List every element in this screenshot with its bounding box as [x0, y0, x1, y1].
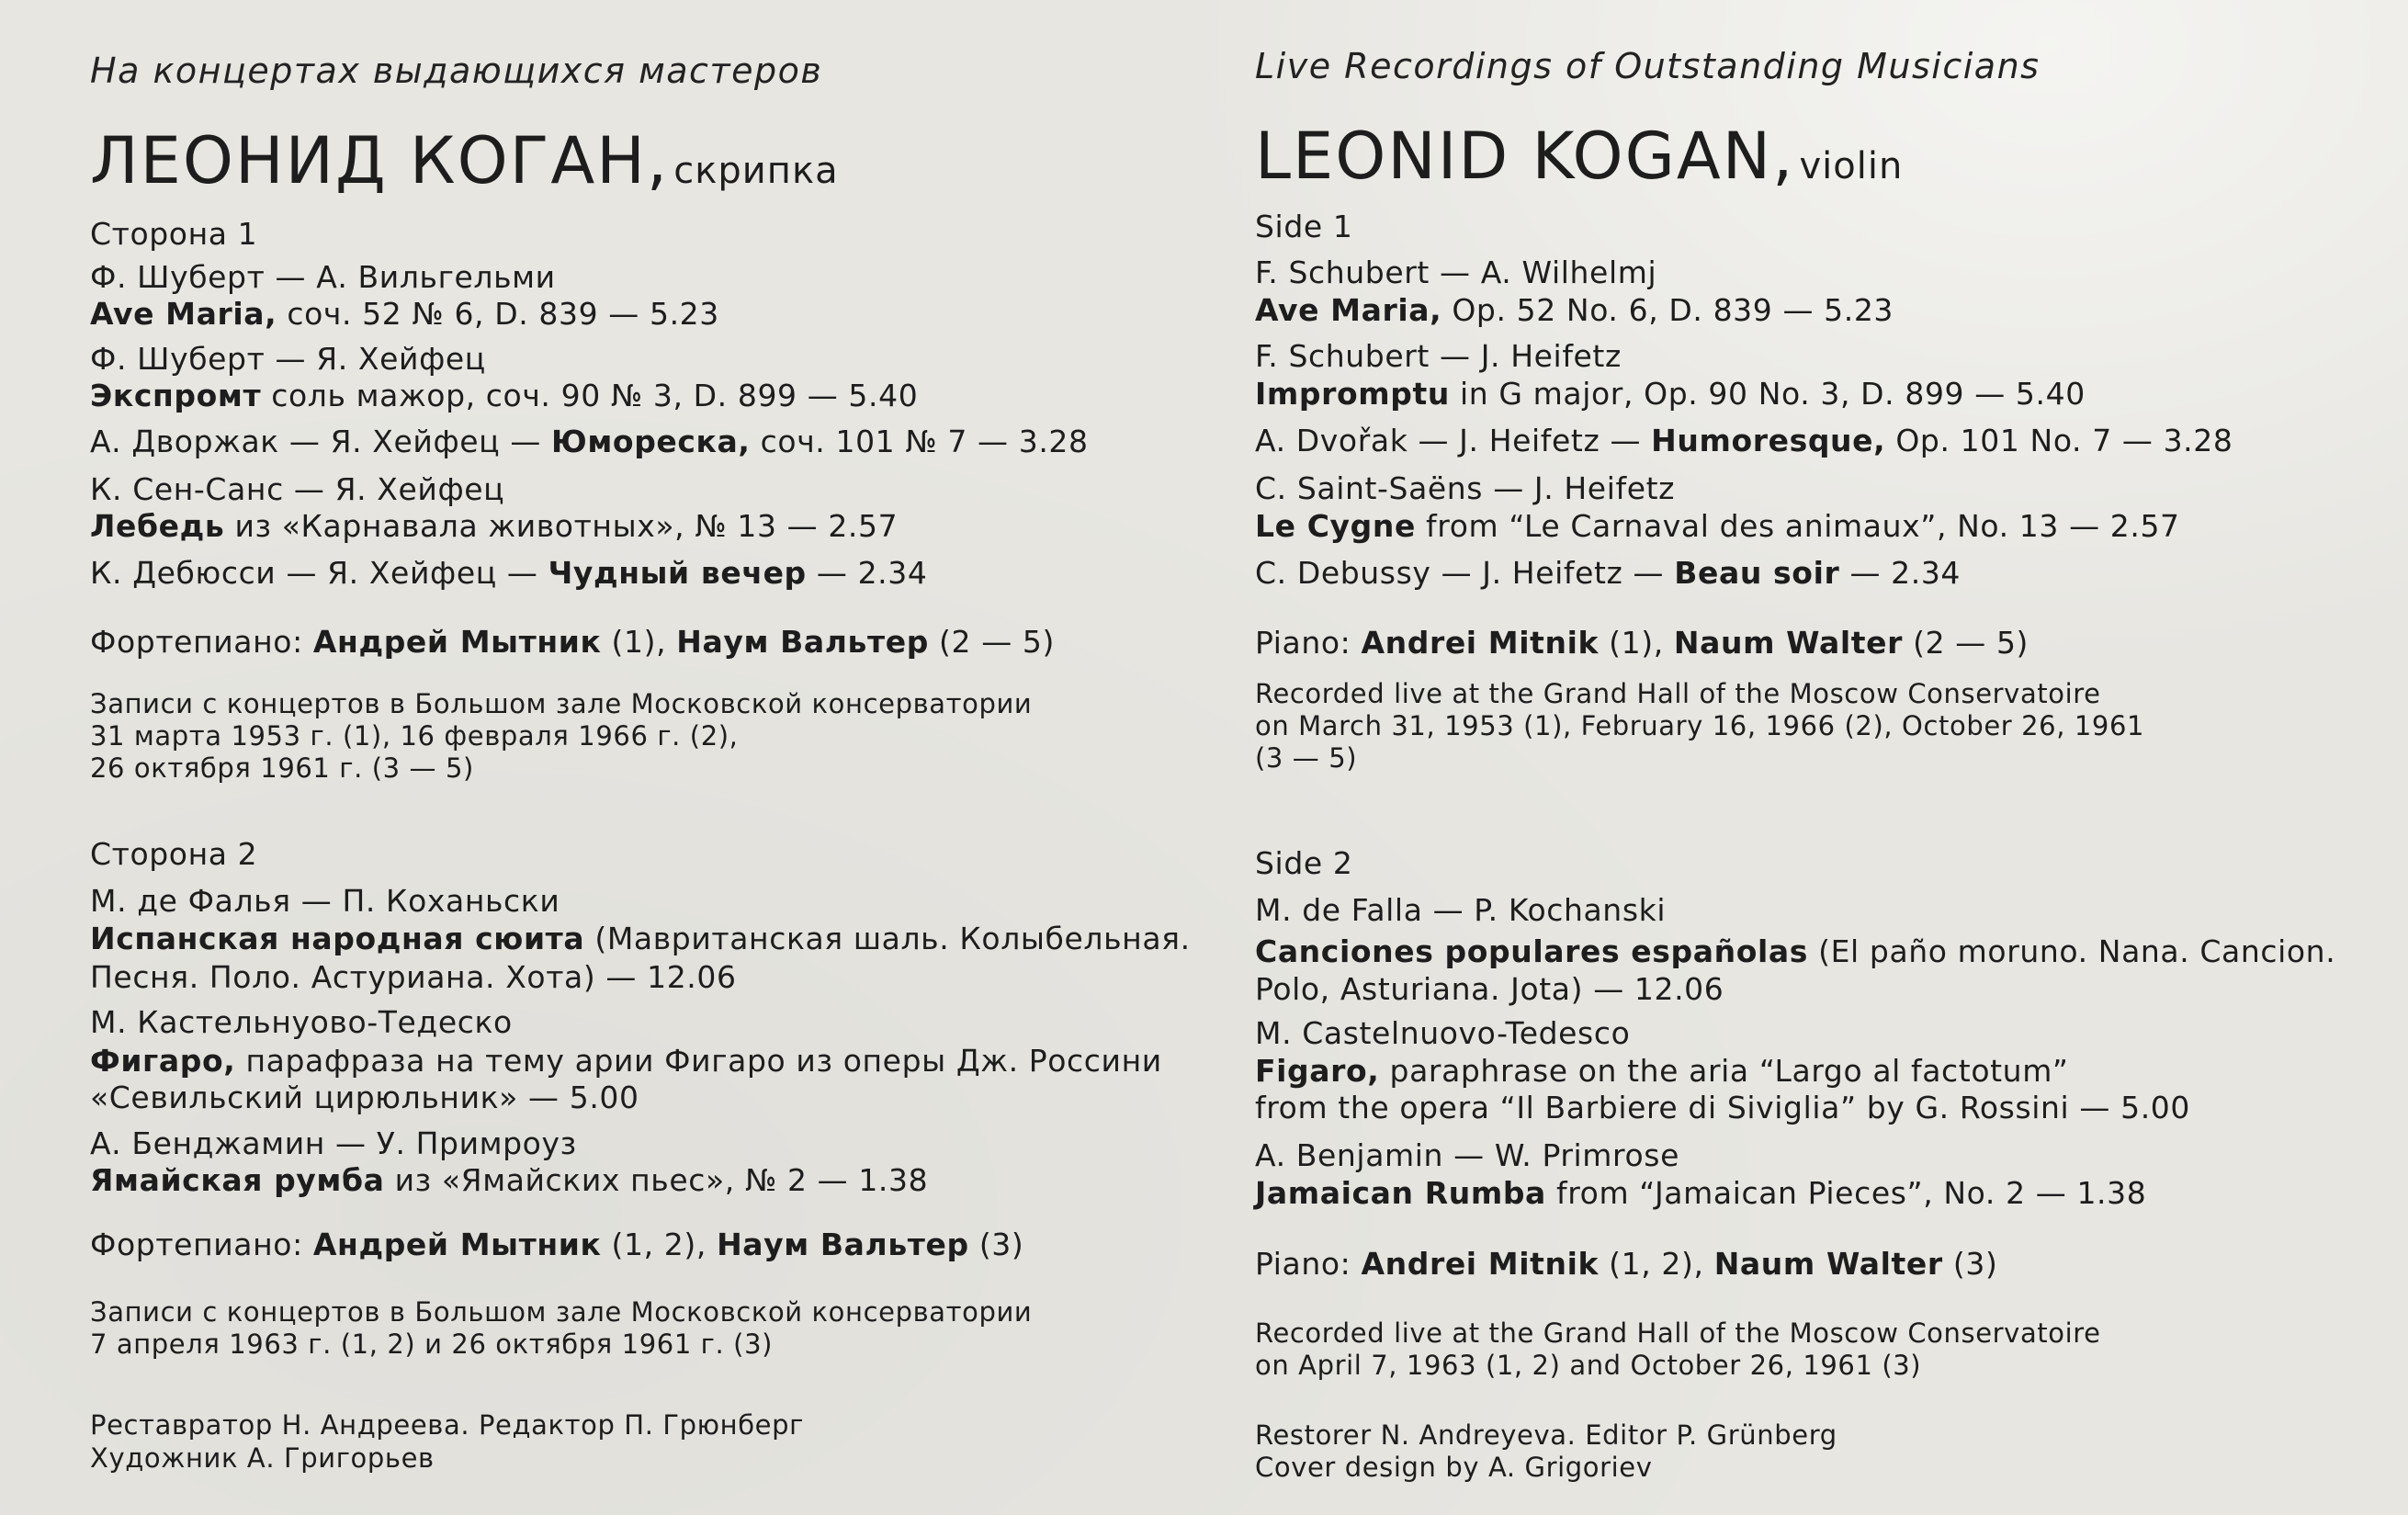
track5-composer: К. Дебюсси — Я. Хейфец — [90, 555, 538, 591]
s2-track2-title: Figaro, [1255, 1053, 1380, 1089]
track4-info: from “Le Carnaval des animaux”, No. 13 — 2.57 [1426, 508, 2180, 544]
s2-track3-title: Jamaican Rumba [1255, 1175, 1546, 1211]
s2-track1-title: Canciones populares españolas [1255, 933, 1809, 969]
track4-title: Лебедь [90, 508, 225, 544]
pianist-2-note: (3) [978, 1227, 1024, 1262]
track2-composer: F. Schubert — J. Heifetz [1255, 338, 1622, 374]
piano-label: Piano: [1255, 1246, 1351, 1282]
s2-track2-composer: M. Castelnuovo-Tedesco [1255, 1015, 1631, 1051]
track3-info: Op. 101 No. 7 — 3.28 [1895, 423, 2233, 458]
track3-composer: A. Dvořak — J. Heifetz — [1255, 423, 1642, 458]
side2-piano [1255, 1246, 1998, 1282]
pianist-2: Наум Вальтер [676, 624, 929, 660]
track2-line [90, 380, 918, 411]
side1-piano [1255, 625, 2029, 661]
artist-heading [90, 123, 839, 198]
pianist-1: Andrei Mitnik [1361, 1246, 1600, 1282]
pianist-1-note: (1), [611, 624, 667, 660]
track1-composer: Ф. Шуберт — А. Вильгельми [90, 259, 556, 295]
s2-track1-line [1255, 933, 2336, 969]
s2-track1-info2: Песня. Поло. Астуриана. Хота) — 12.06 [90, 959, 737, 995]
track1-line [1255, 292, 1894, 328]
side2-title: Сторона 2 [90, 836, 258, 872]
piano-label: Фортепиано: [90, 1227, 303, 1262]
side1-title: Side 1 [1255, 209, 1353, 244]
pianist-1: Андрей Мытник [312, 624, 602, 660]
s2-track3-title: Ямайская румба [90, 1162, 385, 1198]
track4-line [1255, 508, 2180, 544]
track5-line [1255, 555, 1961, 591]
pianist-2: Наум Вальтер [717, 1227, 969, 1262]
artist-instrument: violin [1799, 145, 1904, 187]
pianist-1-note: (1), [1609, 625, 1664, 661]
track1-line [90, 296, 719, 332]
s2-track1-line [90, 923, 1191, 954]
piano-label: Фортепиано: [90, 624, 303, 660]
artist-instrument: скрипка [673, 150, 839, 192]
side1-rec-line2: on March 31, 1953 (1), February 16, 1966 (2), October 26, 1961 [1255, 710, 2145, 741]
artist-heading [1255, 119, 1904, 194]
s2-track3-info: из «Ямайских пьес», № 2 — 1.38 [394, 1162, 929, 1198]
s2-track1-composer: M. de Falla — P. Kochanski [1255, 892, 1667, 928]
piano-label: Piano: [1255, 625, 1351, 661]
side2-rec-line1: Recorded live at the Grand Hall of the Moscow Conservatoire [1255, 1317, 2101, 1349]
side2-rec-line2: on April 7, 1963 (1, 2) and October 26, 1961 (3) [1255, 1350, 1922, 1381]
pianist-2: Naum Walter [1713, 1246, 1943, 1282]
side1-piano [90, 624, 1055, 660]
pianist-2-note: (2 — 5) [939, 624, 1055, 660]
track2-title: Impromptu [1255, 376, 1450, 412]
track2-info: соль мажор, соч. 90 № 3, D. 899 — 5.40 [271, 378, 919, 413]
s2-track2-line [90, 1043, 1162, 1079]
side1-rec-line3: 26 октября 1961 г. (3 — 5) [90, 752, 474, 784]
s2-track3-line [90, 1162, 929, 1198]
side1-rec-line2: 31 марта 1953 г. (1), 16 февраля 1966 г. (2), [90, 720, 739, 752]
side2-piano [90, 1229, 1023, 1260]
artist-name: ЛЕОНИД КОГАН, [90, 123, 670, 198]
side2-rec-line2: 7 апреля 1963 г. (1, 2) и 26 октября 1961 г. (3) [90, 1328, 774, 1360]
track3-line [90, 426, 1089, 457]
pianist-1-note: (1, 2), [611, 1227, 707, 1262]
side2-rec-line1: Записи с концертов в Большом зале Московской консерватории [90, 1296, 1033, 1328]
s2-track2-line [1255, 1053, 2069, 1089]
track4-composer: C. Saint-Saëns — J. Heifetz [1255, 470, 1676, 506]
s2-track1-info: (El paño moruno. Nana. Cancion. [1818, 933, 2336, 969]
s2-track3-composer: А. Бенджамин — У. Примроуз [90, 1125, 577, 1161]
credits-line2: Художник А. Григорьев [90, 1442, 435, 1474]
pianist-1: Андрей Мытник [312, 1227, 602, 1262]
s2-track2-info: парафраза на тему арии Фигаро из оперы Дж. Россини [245, 1043, 1162, 1079]
track3-line [1255, 425, 2233, 456]
track1-composer: F. Schubert — A. Wilhelmj [1255, 254, 1657, 290]
track2-info: in G major, Op. 90 No. 3, D. 899 — 5.40 [1460, 376, 2086, 412]
s2-track2-title: Фигаро, [90, 1043, 236, 1079]
artist-name: LEONID KOGAN, [1255, 119, 1795, 194]
s2-track1-composer: М. де Фалья — П. Коханьски [90, 883, 560, 919]
track4-line [90, 508, 899, 544]
track2-composer: Ф. Шуберт — Я. Хейфец [90, 341, 486, 377]
s2-track3-composer: A. Benjamin — W. Primrose [1255, 1137, 1679, 1173]
pianist-2-note: (2 — 5) [1913, 625, 2029, 661]
track1-info: соч. 52 № 6, D. 839 — 5.23 [287, 296, 719, 332]
s2-track3-line [1255, 1175, 2147, 1211]
track5-title: Чудный вечер [548, 555, 807, 591]
s2-track1-info2: Polo, Asturiana. Jota) — 12.06 [1255, 971, 1724, 1007]
track1-title: Ave Maria, [1255, 292, 1442, 328]
track4-title: Le Cygne [1255, 508, 1416, 544]
credits-line2: Cover design by A. Grigoriev [1255, 1452, 1653, 1483]
pianist-2: Naum Walter [1673, 625, 1903, 661]
track3-composer: А. Дворжак — Я. Хейфец — [90, 424, 541, 459]
credits-line1: Restorer N. Andreyeva. Editor P. Grünberg [1255, 1419, 1837, 1451]
track2-title: Экспромт [90, 378, 262, 413]
s2-track2-composer: М. Кастельнуово-Тедеско [90, 1004, 513, 1040]
side1-rec-line3: (3 — 5) [1255, 742, 1358, 774]
track1-title: Ave Maria, [90, 296, 277, 332]
track4-composer: К. Сен-Санс — Я. Хейфец [90, 471, 505, 507]
s2-track1-info: (Мавританская шаль. Колыбельная. [594, 921, 1191, 956]
s2-track2-info2: «Севильский цирюльник» — 5.00 [90, 1080, 639, 1115]
s2-track1-title: Испанская народная сюита [90, 921, 585, 956]
credits-line1: Реставратор Н. Андреева. Редактор П. Грюнберг [90, 1409, 804, 1441]
series-title: Live Recordings of Outstanding Musicians [1255, 46, 2041, 86]
s2-track2-info: paraphrase on the aria “Largo al factotum” [1389, 1053, 2069, 1089]
s2-track2-info2: from the opera “Il Barbiere di Siviglia” by G. Rossini — 5.00 [1255, 1090, 2190, 1125]
pianist-1-note: (1, 2), [1609, 1246, 1704, 1282]
side2-title: Side 2 [1255, 845, 1353, 881]
side1-title: Сторона 1 [90, 216, 258, 252]
track5-title: Beau soir [1674, 555, 1840, 591]
pianist-2-note: (3) [1952, 1246, 1998, 1282]
pianist-1: Andrei Mitnik [1361, 625, 1600, 661]
track5-composer: C. Debussy — J. Heifetz — [1255, 555, 1665, 591]
track5-line [90, 555, 928, 591]
series-title: На концертах выдающихся мастеров [90, 51, 823, 91]
side1-rec-line1: Recorded live at the Grand Hall of the Moscow Conservatoire [1255, 678, 2101, 709]
s2-track3-info: from “Jamaican Pieces”, No. 2 — 1.38 [1556, 1175, 2147, 1211]
track4-info: из «Карнавала животных», № 13 — 2.57 [234, 508, 899, 544]
track3-info: соч. 101 № 7 — 3.28 [760, 424, 1089, 459]
track3-title: Юмореска, [551, 424, 751, 459]
side1-rec-line1: Записи с концертов в Большом зале Московской консерватории [90, 688, 1033, 719]
track3-title: Humoresque, [1651, 423, 1886, 458]
track2-line [1255, 376, 2086, 412]
track5-info: — 2.34 [816, 555, 928, 591]
track5-info: — 2.34 [1849, 555, 1961, 591]
track1-info: Op. 52 No. 6, D. 839 — 5.23 [1452, 292, 1894, 328]
